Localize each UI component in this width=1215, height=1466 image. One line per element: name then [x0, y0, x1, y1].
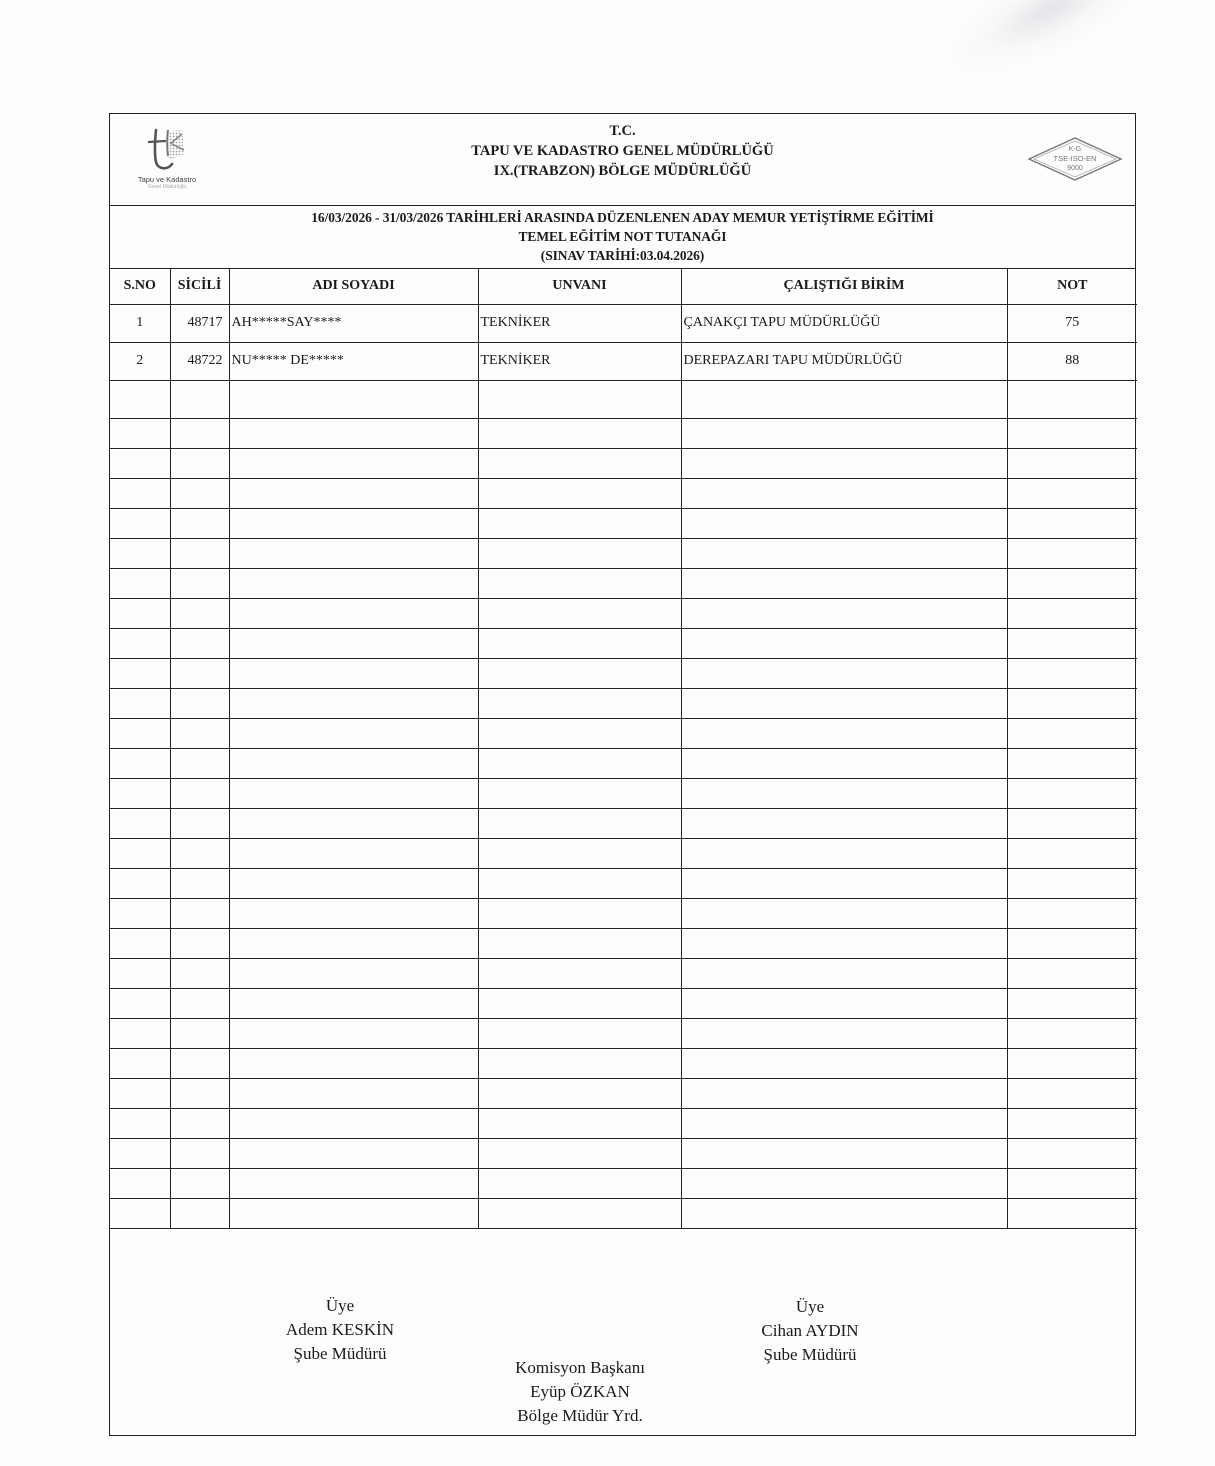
empty-cell [1007, 1048, 1137, 1078]
empty-cell [681, 1168, 1007, 1198]
empty-cell [478, 568, 681, 598]
header-line-region: IX.(TRABZON) BÖLGE MÜDÜRLÜĞÜ [493, 163, 752, 179]
empty-cell [681, 538, 1007, 568]
empty-cell [478, 478, 681, 508]
empty-cell [681, 1018, 1007, 1048]
empty-cell [110, 598, 170, 628]
document-subtitle [110, 206, 1135, 269]
empty-cell [478, 928, 681, 958]
empty-cell [229, 838, 478, 868]
empty-cell [170, 628, 229, 658]
empty-cell [478, 838, 681, 868]
empty-cell [478, 598, 681, 628]
table-row-empty [110, 778, 1137, 808]
empty-cell [681, 928, 1007, 958]
empty-cell [170, 808, 229, 838]
empty-cell [170, 448, 229, 478]
empty-cell [681, 688, 1007, 718]
signature-role: Üye [325, 1296, 355, 1315]
empty-cell [478, 688, 681, 718]
empty-cell [681, 1048, 1007, 1078]
cell-sicil: 48722 [170, 342, 229, 380]
empty-cell [1007, 688, 1137, 718]
empty-cell [478, 538, 681, 568]
empty-cell [229, 988, 478, 1018]
empty-cell [478, 1138, 681, 1168]
empty-cell [478, 418, 681, 448]
cell-score: 75 [1007, 304, 1137, 342]
empty-cell [229, 380, 478, 418]
table-row-empty [110, 478, 1137, 508]
cell-title: TEKNİKER [478, 342, 681, 380]
empty-cell [1007, 928, 1137, 958]
empty-cell [229, 958, 478, 988]
empty-cell [1007, 958, 1137, 988]
logo-subtext: Genel Müdürlüğü [147, 184, 187, 190]
cell-sno: 2 [110, 342, 170, 380]
table-row-empty [110, 568, 1137, 598]
cell-unit: DEREPAZARI TAPU MÜDÜRLÜĞÜ [681, 342, 1007, 380]
empty-cell [110, 1078, 170, 1108]
empty-cell [110, 628, 170, 658]
empty-cell [110, 958, 170, 988]
empty-cell [478, 508, 681, 538]
table-row-empty [110, 628, 1137, 658]
empty-cell [110, 1108, 170, 1138]
empty-cell [170, 418, 229, 448]
empty-cell [478, 898, 681, 928]
empty-cell [478, 1078, 681, 1108]
signature-position: Bölge Müdür Yrd. [517, 1406, 643, 1425]
empty-cell [110, 380, 170, 418]
tse-iso-certification-icon [1027, 136, 1123, 182]
empty-cell [110, 688, 170, 718]
empty-cell [170, 988, 229, 1018]
cell-name: AH*****SAY**** [229, 304, 478, 342]
empty-cell [229, 598, 478, 628]
table-row-empty [110, 988, 1137, 1018]
cell-sicil: 48717 [170, 304, 229, 342]
cell-unit: ÇANAKÇI TAPU MÜDÜRLÜĞÜ [681, 304, 1007, 342]
table-row-empty [110, 928, 1137, 958]
table-row-empty [110, 1168, 1137, 1198]
empty-cell [170, 898, 229, 928]
empty-cell [229, 1168, 478, 1198]
empty-cell [1007, 898, 1137, 928]
table-row-empty [110, 718, 1137, 748]
empty-cell [1007, 478, 1137, 508]
header-titles [110, 121, 1135, 181]
empty-cell [478, 748, 681, 778]
empty-cell [1007, 838, 1137, 868]
empty-cell [478, 1168, 681, 1198]
empty-cell [110, 418, 170, 448]
table-row-empty [110, 418, 1137, 448]
empty-cell [681, 1138, 1007, 1168]
tse-iso-badge [1027, 136, 1123, 182]
empty-cell [1007, 778, 1137, 808]
empty-cell [110, 838, 170, 868]
signature-role: Üye [795, 1297, 825, 1316]
empty-cell [229, 778, 478, 808]
table-header-row [110, 269, 1137, 304]
cell-sno: 1 [110, 304, 170, 342]
empty-cell [1007, 1018, 1137, 1048]
empty-cell [170, 478, 229, 508]
empty-cell [1007, 988, 1137, 1018]
signature-position: Şube Müdürü [763, 1345, 857, 1364]
empty-cell [681, 598, 1007, 628]
empty-cell [681, 628, 1007, 658]
svg-text:TSE-ISO-EN: TSE-ISO-EN [1053, 154, 1097, 163]
signature-name: Adem KESKİN [285, 1320, 395, 1339]
logo-text: Tapu ve Kadastro [137, 175, 197, 184]
empty-cell [229, 628, 478, 658]
column-header-unit: ÇALIŞTIĞI BİRİM [681, 269, 1007, 304]
empty-cell [681, 808, 1007, 838]
empty-cell [110, 1138, 170, 1168]
empty-cell [229, 1078, 478, 1108]
empty-cell [681, 778, 1007, 808]
empty-cell [229, 1198, 478, 1228]
empty-cell [170, 658, 229, 688]
empty-cell [229, 538, 478, 568]
empty-cell [229, 448, 478, 478]
empty-cell [170, 1018, 229, 1048]
empty-cell [229, 868, 478, 898]
empty-cell [110, 538, 170, 568]
empty-cell [229, 718, 478, 748]
empty-cell [229, 478, 478, 508]
empty-cell [110, 1198, 170, 1228]
empty-cell [681, 380, 1007, 418]
empty-cell [478, 1198, 681, 1228]
empty-cell [478, 958, 681, 988]
empty-cell [170, 778, 229, 808]
table-row-empty [110, 658, 1137, 688]
empty-cell [1007, 418, 1137, 448]
empty-cell [170, 688, 229, 718]
empty-cell [478, 808, 681, 838]
signature-name: Eyüp ÖZKAN [530, 1382, 630, 1401]
table-row-empty [110, 688, 1137, 718]
empty-cell [681, 1198, 1007, 1228]
header-line-agency: TAPU VE KADASTRO GENEL MÜDÜRLÜĞÜ [471, 143, 774, 159]
empty-cell [229, 568, 478, 598]
empty-cell [478, 1048, 681, 1078]
empty-cell [478, 778, 681, 808]
empty-cell [110, 898, 170, 928]
table-row-empty [110, 808, 1137, 838]
document-frame [109, 113, 1136, 1436]
empty-cell [170, 568, 229, 598]
signature-role: Komisyon Başkanı [515, 1358, 645, 1377]
empty-cell [110, 808, 170, 838]
column-header-score: NOT [1007, 269, 1137, 304]
empty-cell [110, 868, 170, 898]
empty-cell [229, 748, 478, 778]
table-row-empty [110, 508, 1137, 538]
table-row [110, 342, 1137, 380]
empty-cell [110, 928, 170, 958]
empty-cell [1007, 808, 1137, 838]
table-row-empty [110, 838, 1137, 868]
empty-cell [681, 568, 1007, 598]
empty-cell [478, 988, 681, 1018]
empty-cell [170, 928, 229, 958]
empty-cell [229, 1108, 478, 1138]
table-row-empty [110, 1138, 1137, 1168]
empty-cell [229, 688, 478, 718]
table-row-empty [110, 1198, 1137, 1228]
empty-cell [229, 418, 478, 448]
empty-cell [110, 988, 170, 1018]
empty-cell [110, 568, 170, 598]
subtitle-exam-date: (SINAV TARİHİ:03.04.2026) [540, 248, 705, 263]
table-row-empty [110, 1048, 1137, 1078]
empty-cell [170, 958, 229, 988]
empty-cell [1007, 1108, 1137, 1138]
empty-cell [110, 718, 170, 748]
empty-cell [1007, 628, 1137, 658]
empty-cell [681, 898, 1007, 928]
empty-cell [229, 808, 478, 838]
table-row-empty [110, 448, 1137, 478]
document-header [110, 114, 1135, 206]
empty-cell [170, 1198, 229, 1228]
empty-cell [1007, 598, 1137, 628]
table-row-empty [110, 748, 1137, 778]
scan-smudge [934, 0, 1166, 97]
empty-cell [170, 380, 229, 418]
empty-cell [681, 988, 1007, 1018]
table-row-empty [110, 958, 1137, 988]
empty-cell [1007, 868, 1137, 898]
empty-cell [110, 1018, 170, 1048]
grades-table [110, 269, 1137, 1229]
signature-member-left [240, 1294, 440, 1366]
empty-cell [229, 508, 478, 538]
empty-cell [478, 1018, 681, 1048]
column-header-name: ADI SOYADI [229, 269, 478, 304]
table-row-empty [110, 868, 1137, 898]
empty-cell [681, 958, 1007, 988]
empty-cell [681, 1078, 1007, 1108]
empty-cell [1007, 568, 1137, 598]
empty-cell [170, 1048, 229, 1078]
empty-cell [681, 1108, 1007, 1138]
empty-cell [229, 1048, 478, 1078]
empty-cell [170, 718, 229, 748]
empty-cell [170, 1138, 229, 1168]
empty-cell [1007, 658, 1137, 688]
signature-name: Cihan AYDIN [761, 1321, 859, 1340]
table-row [110, 304, 1137, 342]
header-line-tc: T.C. [609, 123, 636, 139]
empty-cell [681, 748, 1007, 778]
column-header-title: UNVANI [478, 269, 681, 304]
empty-cell [170, 1168, 229, 1198]
empty-cell [1007, 1138, 1137, 1168]
empty-cell [229, 1138, 478, 1168]
empty-cell [681, 838, 1007, 868]
empty-cell [1007, 718, 1137, 748]
empty-cell [1007, 1168, 1137, 1198]
empty-cell [170, 1108, 229, 1138]
cell-name: NU***** DE***** [229, 342, 478, 380]
empty-cell [110, 1048, 170, 1078]
empty-cell [681, 508, 1007, 538]
empty-cell [478, 1108, 681, 1138]
cell-title: TEKNİKER [478, 304, 681, 342]
empty-cell [110, 448, 170, 478]
signature-commission-chair [475, 1356, 685, 1428]
empty-cell [110, 508, 170, 538]
table-row-empty [110, 1018, 1137, 1048]
empty-cell [681, 418, 1007, 448]
column-header-sicil: SİCİLİ [170, 269, 229, 304]
empty-cell [478, 380, 681, 418]
empty-cell [478, 448, 681, 478]
empty-cell [110, 778, 170, 808]
empty-cell [1007, 448, 1137, 478]
column-header-sno: S.NO [110, 269, 170, 304]
subtitle-training-period: 16/03/2026 - 31/03/2026 TARİHLERİ ARASINDA DÜZENLENEN ADAY MEMUR YETİŞTİRME EĞİTİMİ [311, 210, 934, 225]
empty-cell [110, 748, 170, 778]
empty-cell [1007, 1198, 1137, 1228]
empty-cell [110, 658, 170, 688]
empty-cell [478, 628, 681, 658]
cell-score: 88 [1007, 342, 1137, 380]
empty-cell [170, 508, 229, 538]
empty-cell [170, 838, 229, 868]
empty-cell [1007, 748, 1137, 778]
svg-text:K-G: K-G [1068, 146, 1082, 153]
subtitle-report-name: TEMEL EĞİTİM NOT TUTANAĞI [518, 229, 727, 244]
empty-cell [681, 448, 1007, 478]
empty-cell [110, 478, 170, 508]
empty-cell [1007, 538, 1137, 568]
empty-cell [110, 1168, 170, 1198]
table-row-empty [110, 1108, 1137, 1138]
empty-cell [1007, 1078, 1137, 1108]
table-row-empty [110, 898, 1137, 928]
empty-cell [170, 598, 229, 628]
empty-cell [229, 898, 478, 928]
empty-cell [229, 658, 478, 688]
empty-cell [1007, 380, 1137, 418]
empty-cell [478, 718, 681, 748]
empty-cell [478, 658, 681, 688]
empty-cell [229, 1018, 478, 1048]
empty-cell [229, 928, 478, 958]
empty-cell [681, 868, 1007, 898]
empty-cell [1007, 508, 1137, 538]
empty-cell [170, 1078, 229, 1108]
empty-cell [681, 478, 1007, 508]
signature-member-right [710, 1295, 910, 1367]
empty-cell [170, 748, 229, 778]
svg-text:9000: 9000 [1067, 165, 1083, 172]
signature-position: Şube Müdürü [293, 1344, 387, 1363]
empty-cell [478, 868, 681, 898]
empty-cell [681, 658, 1007, 688]
empty-cell [681, 718, 1007, 748]
table-row-empty [110, 598, 1137, 628]
empty-cell [170, 868, 229, 898]
empty-cell [170, 538, 229, 568]
table-row-empty [110, 380, 1137, 418]
table-row-empty [110, 538, 1137, 568]
table-row-empty [110, 1078, 1137, 1108]
